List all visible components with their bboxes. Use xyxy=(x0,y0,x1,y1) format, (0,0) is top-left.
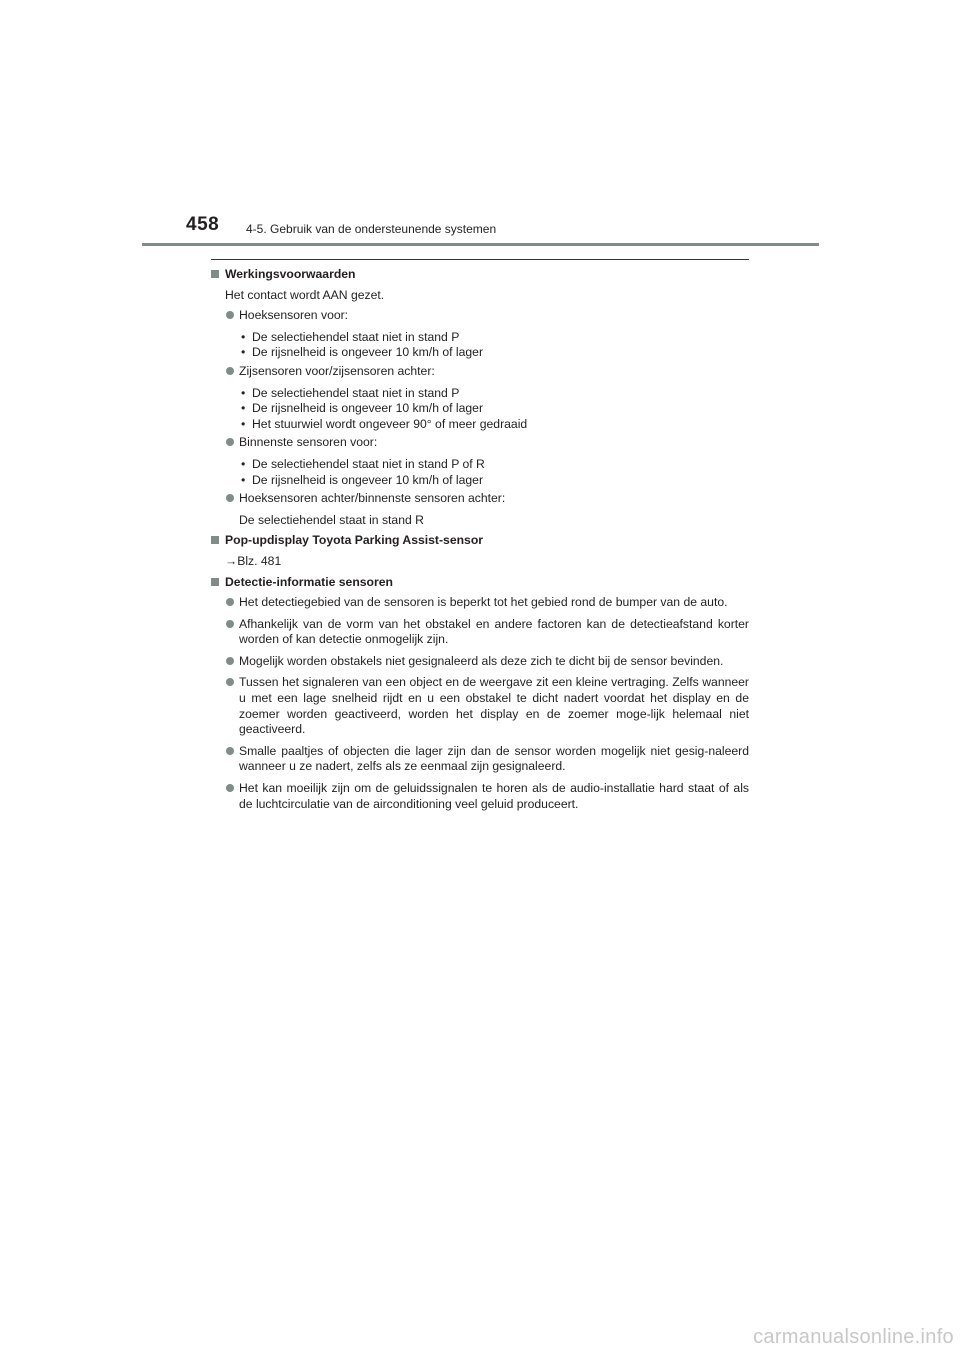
list-item: Het kan moeilijk zijn om de geluidssignalen te horen als de audio-installatie hard staat of als de luchtcirculatie van de airconditioning veel geluid produceert. xyxy=(211,781,749,812)
sub-item: • Het stuurwiel wordt ongeveer 90° of meer gedraaid xyxy=(241,416,528,431)
sub-item: • De selectiehendel staat niet in stand P xyxy=(241,385,460,400)
circle-bullet-icon xyxy=(226,311,234,319)
section-title: 4-5. Gebruik van de ondersteunende systemen xyxy=(246,222,497,236)
header-rule xyxy=(142,243,819,246)
content xyxy=(211,267,749,818)
sub-item: • De selectiehendel staat niet in stand P of R xyxy=(241,456,485,471)
heading-text: Werkingsvoorwaarden xyxy=(225,267,356,281)
list-item: Het detectiegebied van de sensoren is beperkt tot het gebied rond de bumper van de auto. xyxy=(211,595,749,611)
circle-bullet-icon xyxy=(226,494,234,502)
sub-item: • De rijsnelheid is ongeveer 10 km/h of lager xyxy=(241,401,484,416)
page-number: 458 xyxy=(186,214,220,235)
square-bullet-icon xyxy=(211,270,219,278)
list-item: Afhankelijk van de vorm van het obstakel en andere factoren kan de detectieafstand korter worden of kan detectie onmogelijk zijn. xyxy=(211,617,749,648)
intro-text: Het contact wordt AAN gezet. xyxy=(225,287,385,302)
square-bullet-icon xyxy=(211,578,219,586)
circle-bullet-icon xyxy=(226,598,234,606)
list-item: Mogelijk worden obstakels niet gesignaleerd als deze zich te dicht bij de sensor bevinden. xyxy=(211,654,749,670)
sub-list xyxy=(211,457,749,488)
heading-text: Detectie-informatie sensoren xyxy=(225,574,393,589)
circle-bullet-icon xyxy=(226,678,234,686)
circle-bullet-icon xyxy=(226,367,234,375)
item-label: Binnenste sensoren voor: xyxy=(239,435,378,450)
heading-text: Pop-updisplay Toyota Parking Assist-sensor xyxy=(225,533,484,548)
circle-bullet-icon xyxy=(226,438,234,446)
list-item xyxy=(211,435,749,451)
heading-werkingsvoorwaarden xyxy=(211,267,749,283)
top-rule xyxy=(211,259,749,260)
list-item: Smalle paaltjes of objecten die lager zijn dan de sensor worden mogelijk niet gesig-naleerd wanneer u ze nadert, zelfs als ze eenmaal zijn gesignaleerd. xyxy=(211,744,749,775)
list-item xyxy=(211,491,749,507)
watermark: carmanualsonline.info xyxy=(753,1326,954,1348)
page-reference: →Blz. 481 xyxy=(225,553,282,568)
sub-list xyxy=(211,330,749,361)
circle-bullet-icon xyxy=(226,620,234,628)
list-item: Tussen het signaleren van een object en de weergave zit een kleine vertraging. Zelfs wanneer u met een lage snelheid rijdt en u een obstakel te dicht nadert voordat het display en de zoemer worden geactiveerd, worden het display en de zoemer moge-lijk helemaal niet geactiveerd. xyxy=(211,675,749,737)
sub-item: • De selectiehendel staat niet in stand P xyxy=(241,329,460,344)
item-label: Hoeksensoren achter/binnenste sensoren achter: xyxy=(239,491,506,506)
square-bullet-icon xyxy=(211,536,219,544)
item-label: Zijsensoren voor/zijsensoren achter: xyxy=(239,363,435,378)
circle-bullet-icon xyxy=(226,784,234,792)
heading-popup-display xyxy=(211,533,749,549)
sub-item: • De rijsnelheid is ongeveer 10 km/h of lager xyxy=(241,472,484,487)
list-item xyxy=(211,364,749,380)
item-text: De selectiehendel staat in stand R xyxy=(239,512,424,527)
item-label: Hoeksensoren voor: xyxy=(239,308,349,323)
sub-list xyxy=(211,386,749,433)
list-item xyxy=(211,308,749,324)
circle-bullet-icon xyxy=(226,657,234,665)
circle-bullet-icon xyxy=(226,747,234,755)
heading-detectie xyxy=(211,575,749,591)
sub-item: • De rijsnelheid is ongeveer 10 km/h of lager xyxy=(241,345,484,360)
